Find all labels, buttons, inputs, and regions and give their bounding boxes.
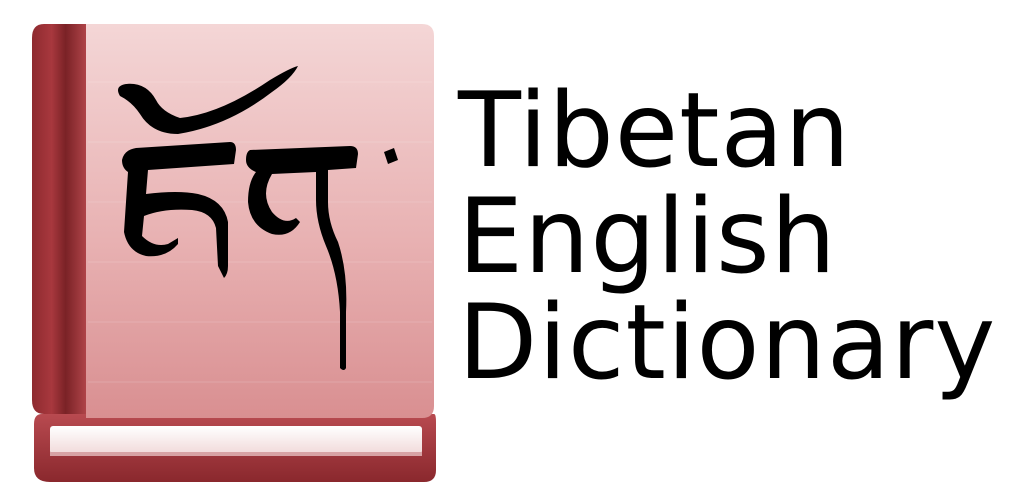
book-graphic	[28, 22, 438, 484]
book-page-edge	[50, 426, 422, 454]
title-line-dictionary: Dictionary	[458, 283, 997, 403]
title-line-tibetan: Tibetan	[458, 71, 851, 191]
title-line-english: English	[458, 177, 837, 297]
app-title	[458, 71, 1018, 403]
book-spine	[32, 24, 88, 414]
tibetan-book-icon	[28, 22, 438, 484]
